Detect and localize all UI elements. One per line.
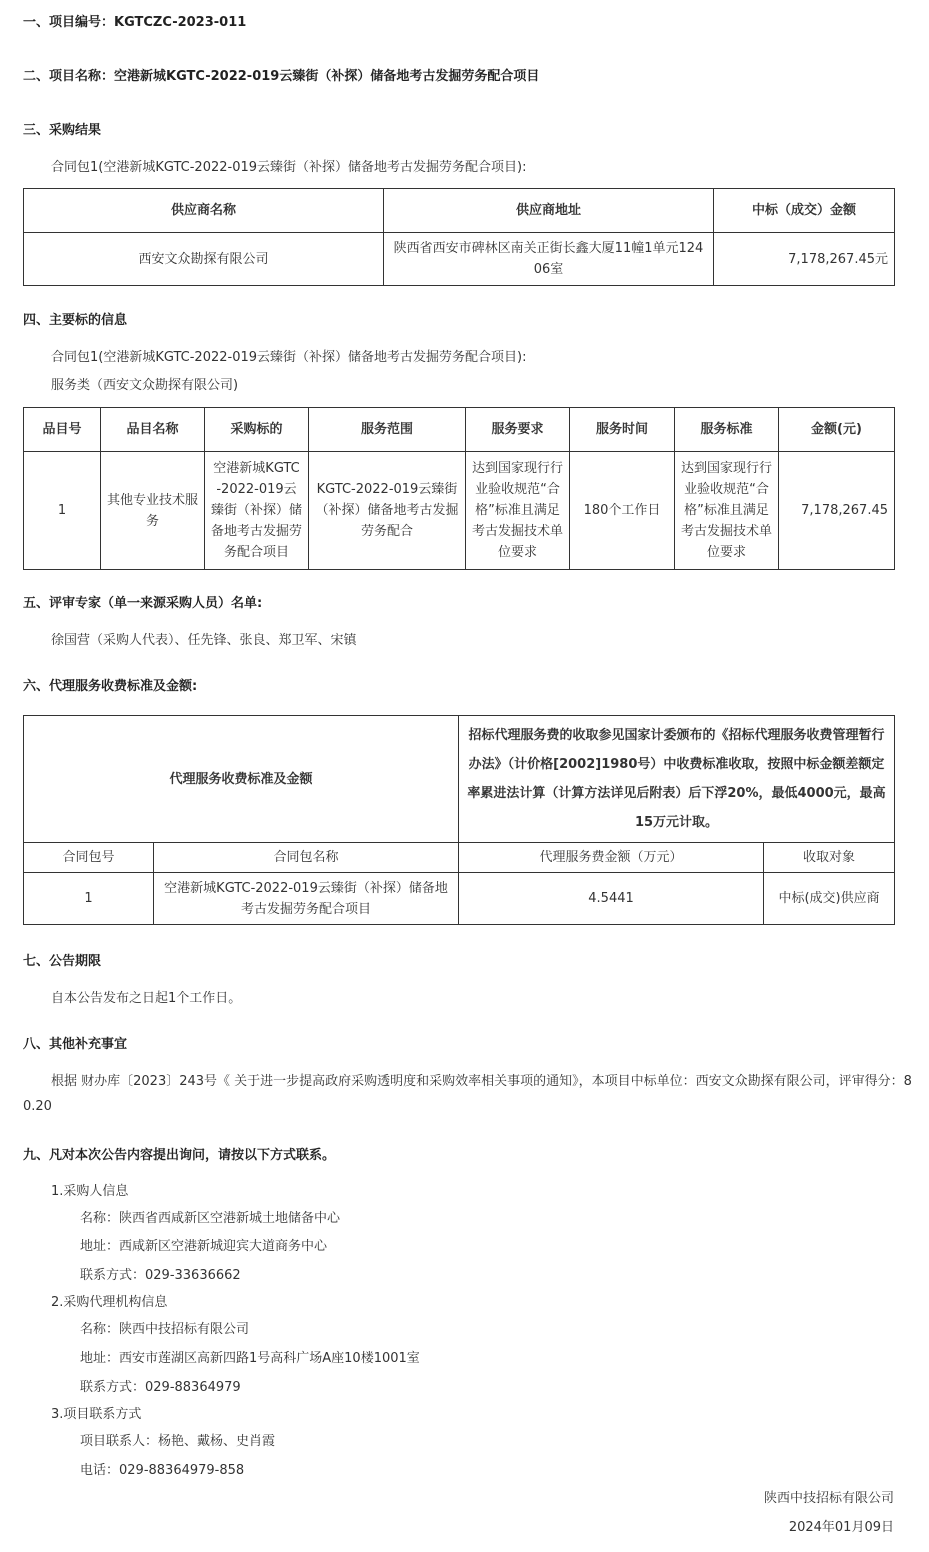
agent-phone: 联系方式：029-88364979 <box>80 1380 241 1395</box>
bid-amount: 7,178,267.45元 <box>714 233 895 286</box>
footer-organization: 陕西中技招标有限公司 <box>763 1491 894 1506</box>
section-5-title: 五、评审专家（单一来源采购人员）名单: <box>23 596 263 611</box>
item-amount: 7,178,267.45 <box>779 452 895 570</box>
buyer-info-title: 1.采购人信息 <box>51 1184 129 1199</box>
package-name: 空港新城KGTC-2022-019云臻街（补探）储备地考古发掘劳务配合项目 <box>154 873 459 925</box>
header-service-standard: 服务标准 <box>675 408 779 452</box>
header-package-name: 合同包名称 <box>154 843 459 873</box>
item-no: 1 <box>24 452 101 570</box>
agent-address: 地址：西安市莲湖区高新四路1号高科广场A座10楼1001室 <box>80 1351 420 1366</box>
agent-name: 名称：陕西中技招标有限公司 <box>80 1322 250 1337</box>
header-service-scope: 服务范围 <box>309 408 466 452</box>
items-category-label: 服务类（西安文众勘探有限公司) <box>51 378 239 393</box>
table-header-row <box>24 189 895 233</box>
header-charge-target: 收取对象 <box>764 843 895 873</box>
header-item-no: 品目号 <box>24 408 101 452</box>
table-row <box>24 452 895 570</box>
fee-standard-row <box>24 716 895 843</box>
buyer-name: 名称：陕西省西咸新区空港新城土地储备中心 <box>80 1211 341 1226</box>
section-6-title: 六、代理服务收费标准及金额: <box>23 679 198 694</box>
section-9-title: 九、凡对本次公告内容提出询问，请按以下方式联系。 <box>23 1148 336 1163</box>
section-3-title: 三、采购结果 <box>23 123 102 138</box>
header-procurement-target: 采购标的 <box>205 408 309 452</box>
supplier-address: 陕西省西安市碑林区南关正街长鑫大厦11幢1单元12406室 <box>384 233 714 286</box>
result-table <box>23 188 895 286</box>
header-supplier-address: 供应商地址 <box>384 189 714 233</box>
service-standard: 达到国家现行行业验收规范“合格”标准且满足考古发掘技术单位要求 <box>675 452 779 570</box>
result-package-label: 合同包1(空港新城KGTC-2022-019云臻街（补探）储备地考古发掘劳务配合项目): <box>51 160 527 175</box>
service-scope: KGTC-2022-019云臻街（补探）储备地考古发掘劳务配合 <box>309 452 466 570</box>
fee-standard-description: 招标代理服务费的收取参见国家计委颁布的《招标代理服务收费管理暂行办法》（计价格[2002]1980号）中收费标准收取，按照中标金额差额定率累进法计算（计算方法详见后附表）后下浮20%，最低4000元，最高15万元计取。 <box>459 716 895 843</box>
table-row <box>24 873 895 925</box>
supplement-text-line-2: 0.20 <box>23 1099 52 1114</box>
procurement-target: 空港新城KGTC-2022-019云臻街（补探）储备地考古发掘劳务配合项目 <box>205 452 309 570</box>
table-row <box>24 233 895 286</box>
item-name: 其他专业技术服务 <box>101 452 205 570</box>
fee-amount: 4.5441 <box>459 873 764 925</box>
section-8-title: 八、其他补充事宜 <box>23 1037 128 1052</box>
supplement-text-line-1: 根据 财办库〔2023〕243号《 关于进一步提高政府采购透明度和采购效率相关事项的通知》，本项目中标单位：西安文众勘探有限公司，评审得分：8 <box>51 1074 912 1089</box>
notice-period-text: 自本公告发布之日起1个工作日。 <box>51 991 242 1006</box>
section-1-title: 一、项目编号：KGTCZC-2023-011 <box>23 15 247 30</box>
items-package-label: 合同包1(空港新城KGTC-2022-019云臻街（补探）储备地考古发掘劳务配合项目): <box>51 350 527 365</box>
fee-standard-label: 代理服务收费标准及金额 <box>24 716 459 843</box>
service-requirement: 达到国家现行行业验收规范“合格”标准且满足考古发掘技术单位要求 <box>466 452 570 570</box>
section-4-title: 四、主要标的信息 <box>23 313 128 328</box>
buyer-address: 地址：西咸新区空港新城迎宾大道商务中心 <box>80 1239 328 1254</box>
project-contact-phone: 电话：029-88364979-858 <box>80 1463 245 1478</box>
table-header-row <box>24 408 895 452</box>
items-table <box>23 407 895 570</box>
buyer-phone: 联系方式：029-33636662 <box>80 1268 241 1283</box>
header-package-no: 合同包号 <box>24 843 154 873</box>
table-header-row <box>24 843 895 873</box>
header-service-time: 服务时间 <box>570 408 675 452</box>
header-bid-amount: 中标（成交）金额 <box>714 189 895 233</box>
header-item-name: 品目名称 <box>101 408 205 452</box>
expert-list: 徐国营（采购人代表）、任先锋、张良、郑卫军、宋镇 <box>51 633 357 648</box>
footer-date: 2024年01月09日 <box>788 1520 894 1535</box>
section-7-title: 七、公告期限 <box>23 954 102 969</box>
project-contact-people: 项目联系人：杨艳、戴杨、史肖霞 <box>80 1434 276 1449</box>
service-time: 180个工作日 <box>570 452 675 570</box>
agent-info-title: 2.采购代理机构信息 <box>51 1295 168 1310</box>
charge-target: 中标(成交)供应商 <box>764 873 895 925</box>
agency-fee-table <box>23 715 895 925</box>
section-2-title: 二、项目名称：空港新城KGTC-2022-019云臻街（补探）储备地考古发掘劳务配合项目 <box>23 69 540 84</box>
project-contact-title: 3.项目联系方式 <box>51 1407 142 1422</box>
supplier-name: 西安文众勘探有限公司 <box>24 233 384 286</box>
header-service-requirement: 服务要求 <box>466 408 570 452</box>
header-amount: 金额(元) <box>779 408 895 452</box>
header-supplier-name: 供应商名称 <box>24 189 384 233</box>
package-no: 1 <box>24 873 154 925</box>
header-fee-amount: 代理服务费金额（万元） <box>459 843 764 873</box>
